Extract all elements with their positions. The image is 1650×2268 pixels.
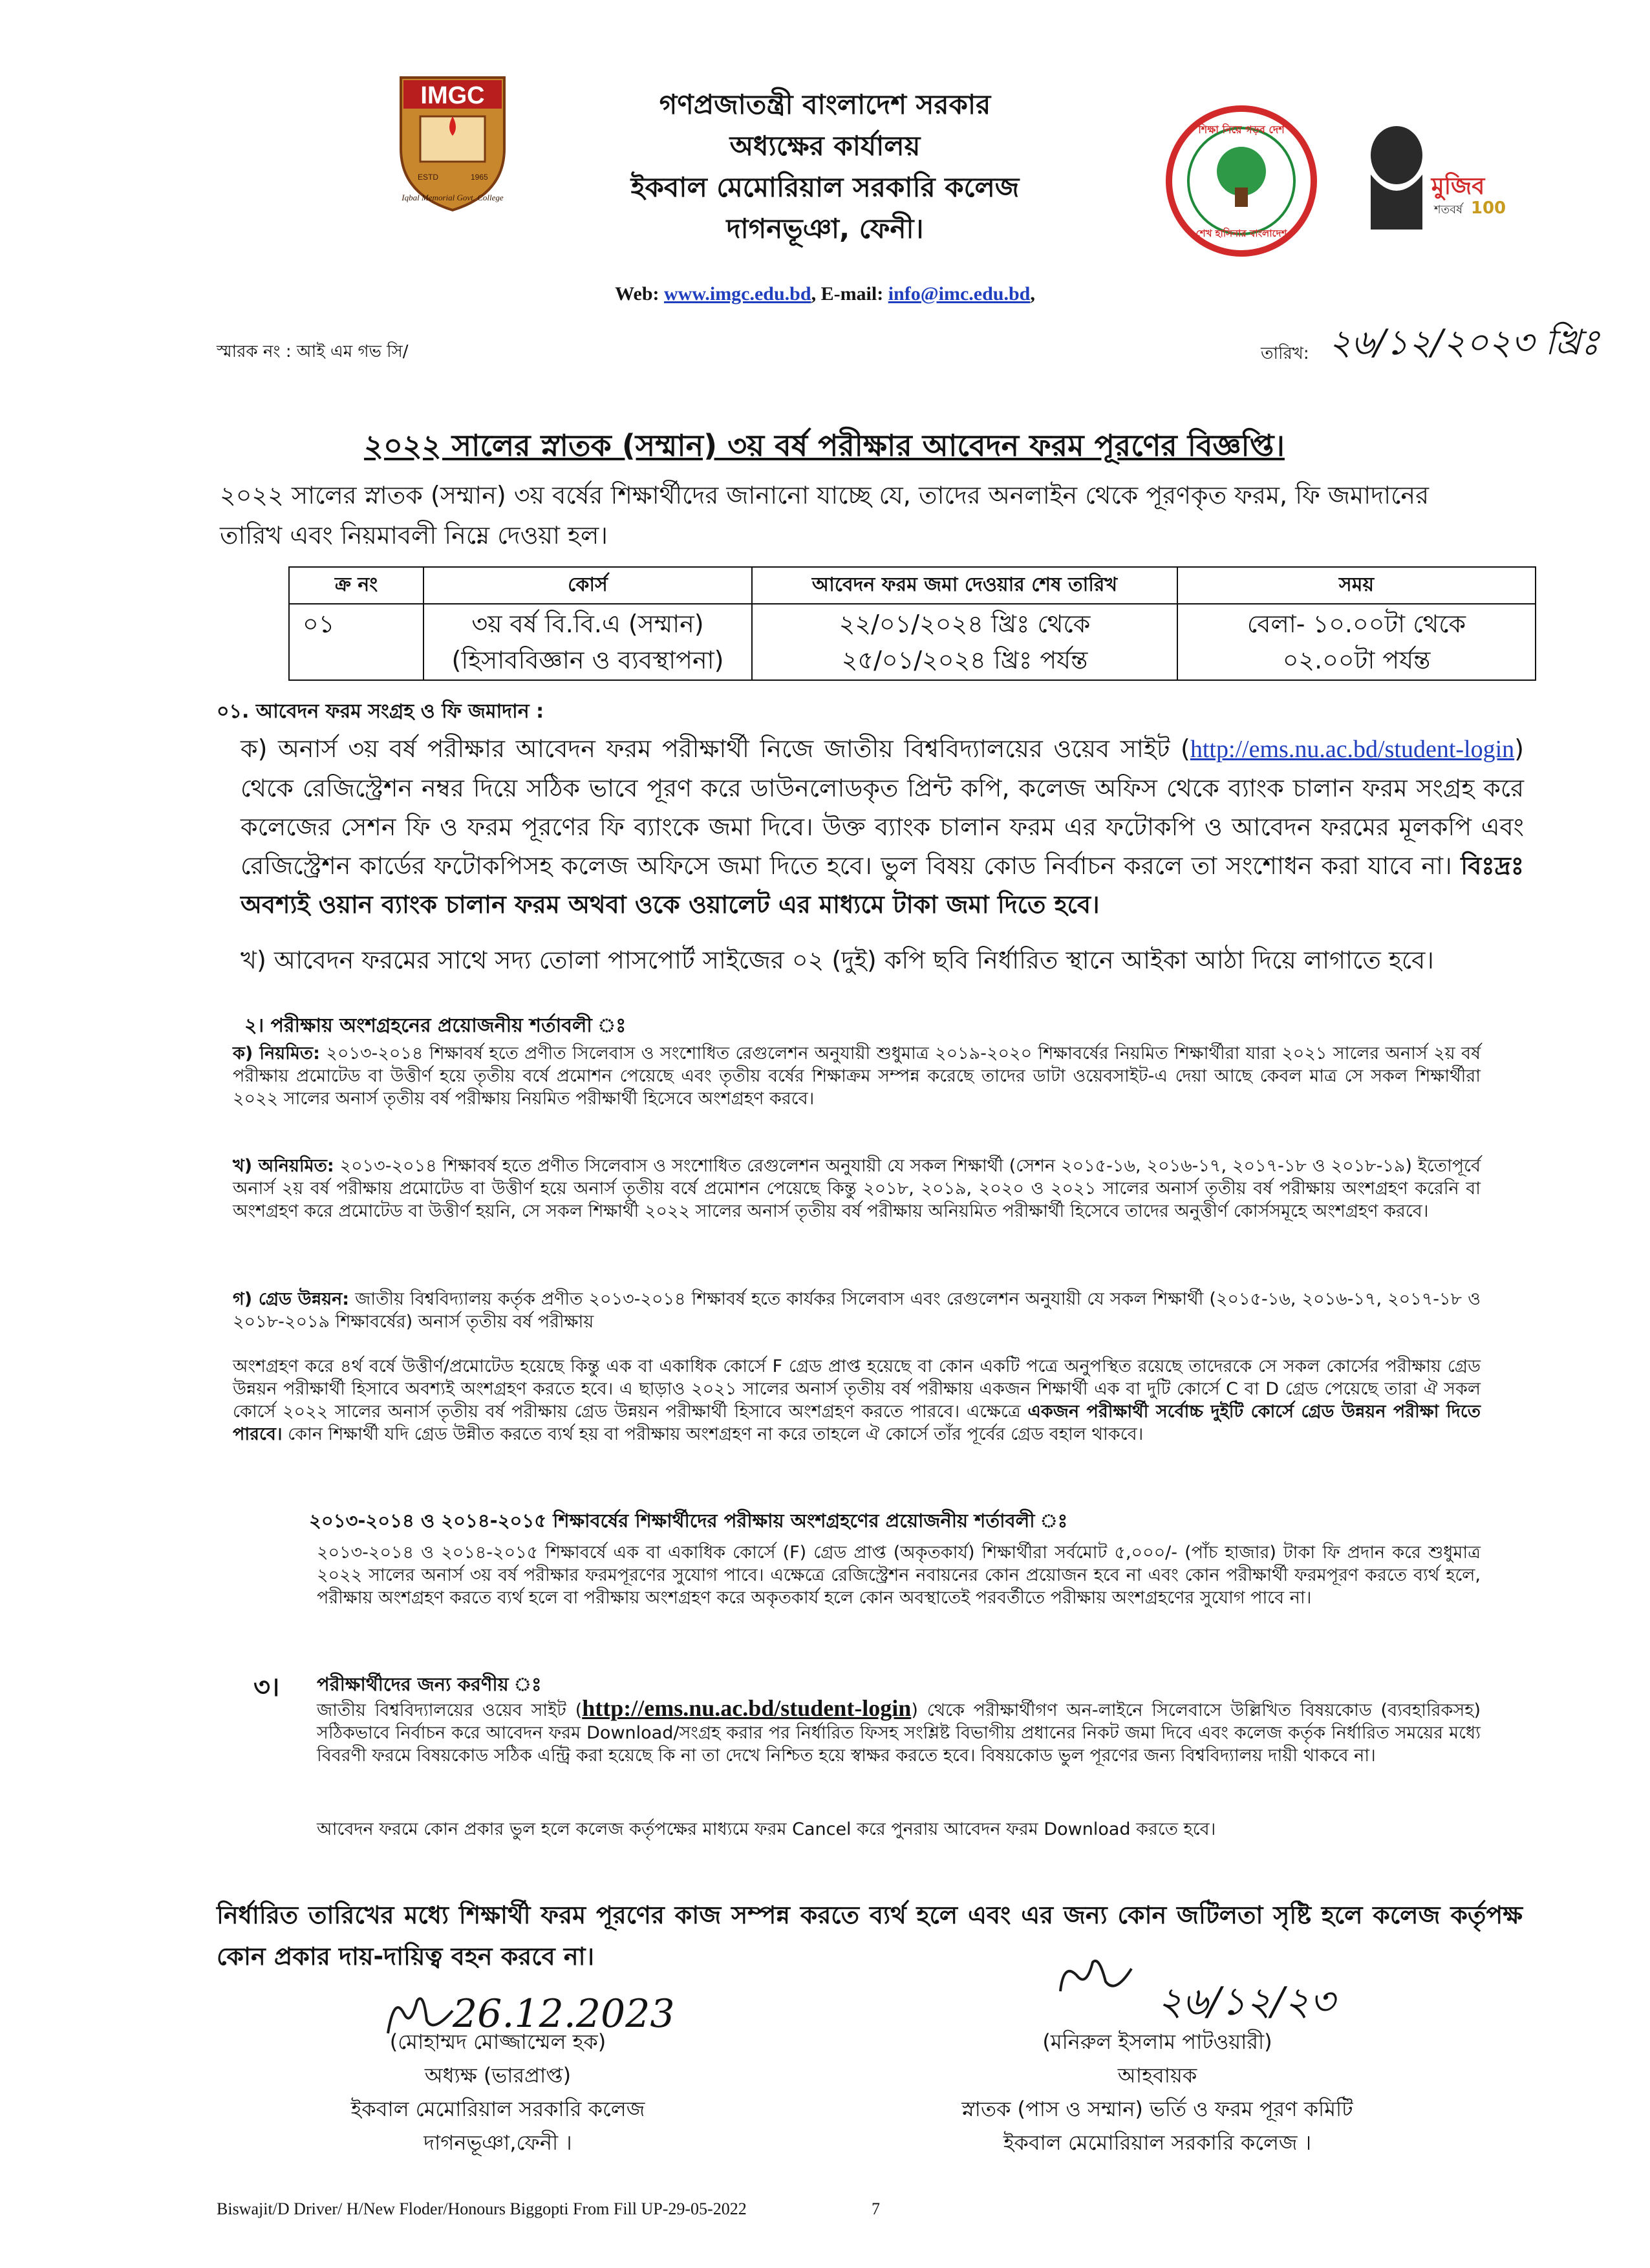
regular-label: ক) নিয়মিত: [233,1043,320,1064]
section2-irregular [233,1155,1481,1223]
right-signatory-org: ইকবাল মেমোরিয়াল সরকারি কলেজ । [1003,2130,1312,2155]
row-deadline-line2: ২৫/০১/২০২৪ খ্রিঃ পর্যন্ত [841,646,1088,674]
section3-nu-link[interactable]: http://ems.nu.ac.bd/student-login [582,1695,912,1721]
seal-bottom-text: শেখ হাসিনার বাংলাদেশ [1195,228,1287,239]
section2-regular [233,1042,1481,1110]
email-link[interactable]: info@imc.edu.bd [888,283,1031,305]
section3-text [317,1697,1481,1767]
row-time-line1: বেলা- ১০.০০টা থেকে [1247,610,1466,638]
section1-item-b: খ) আবেদন ফরমের সাথে সদ্য তোলা পাসপোর্ট সাইজের ০২ (দুই) কপি ছবি নির্ধারিত স্থানে আইকা আঠা দিয়ে লাগাতে হবে। [241,946,1434,974]
section1-item-a [241,729,1524,924]
table-header-row [289,567,1536,604]
improve-label: গ) গ্রেড উন্নয়ন: [233,1289,350,1309]
section1-heading: ০১. আবেদন ফরম সংগ্রহ ও ফি জমাদান : [217,700,544,723]
left-signatory [304,2025,692,2159]
header-deadline: আবেদন ফরম জমা দেওয়ার শেষ তারিখ [752,567,1177,604]
mujib-sub-text: শতবর্ষ [1433,203,1463,217]
header-government: গণপ্রজাতন্ত্রী বাংলাদেশ সরকার [659,89,991,120]
mujib-100-text: 100 [1470,198,1506,218]
seal-top-text: শিক্ষা নিয়ে গড়ব দেশ [1198,123,1285,136]
header-time: সময় [1177,567,1536,604]
email-suffix: , [1030,283,1035,305]
right-signature-date: ২৬/১২/২৩ [1157,1979,1335,2024]
section2-grade-improvement [233,1288,1481,1333]
section3-text2: আবেদন ফরমে কোন প্রকার ভুল হলে কলেজ কর্তৃপক্ষের মাধ্যমে ফরম Cancel করে পুনরায় আবেদন ফরম Download করতে হবে। [317,1819,1216,1839]
footer-page-number: 7 [872,2199,880,2218]
mujib-text: মুজিব [1431,173,1485,200]
regular-text: ২০১৩-২০১৪ শিক্ষাবর্ষ হতে প্রণীত সিলেবাস ও সংশোধিত রেগুলেশন অনুযায়ী শুধুমাত্র ২০১৯-২০২০ শিক্ষাবর্ষের নিয়মিত শিক্ষার্থীরা যারা ২০২১ সালের অনার্স ২য় বর্ষ পরীক্ষায় প্রমোটেড বা উত্তীর্ণ হয়ে তৃতীয় বর্ষে প্রমোশন পেয়েছে এবং তৃতীয় বর্ষের শিক্ষাক্রম সম্পন্ন করেছে তাদের ডাটা ওয়েবসাইট-এ দেয়া আছে কেবল মাত্র সে সকল শিক্ষার্থীরা ২০২২ সালের অনার্স তৃতীয় বর্ষ পরীক্ষায় নিয়মিত পরীক্ষার্থী হিসেবে অংশগ্রহণ করবে। [233,1043,1481,1109]
left-signature-date: 26.12.2023 [453,1991,675,2037]
web-label: Web: [615,283,659,305]
web-email-line [502,283,1148,305]
row-time-line2: ০২.০০টা পর্যন্ত [1282,646,1431,674]
schedule-table [288,566,1536,681]
row-deadline-line1: ২২/০১/২০২৪ খ্রিঃ থেকে [839,610,1091,638]
row-serial: ০১ [289,604,423,680]
improve-text3: কোন শিক্ষার্থী যদি গ্রেড উন্নীত করতে ব্যর্থ হয় বা পরীক্ষায় অংশগ্রহণ না করে তাহলে ঐ কোর্সে তাঁর পূর্বের গ্রেড বহাল থাকবে। [288,1424,1144,1444]
left-signatory-org: ইকবাল মেমোরিয়াল সরকারি কলেজ [350,2097,645,2121]
closing-statement: নির্ধারিত তারিখের মধ্যে শিক্ষার্থী ফরম পূরণের কাজ সম্পন্ন করতে ব্যর্থ হলে এবং এর জন্য কোন জটিলতা সৃষ্টি হলে কলেজ কর্তৃপক্ষ কোন প্রকার দায়-দায়িত্ব বহন করবে না। [217,1901,1523,1971]
header-serial: ক্র নং [289,567,423,604]
table-row [289,604,1536,680]
right-signature-scribble [1054,1952,1138,2004]
mujib-centenary-logo [1351,116,1506,233]
irregular-text: ২০১৩-২০১৪ শিক্ষাবর্ষ হতে প্রণীত সিলেবাস ও সংশোধিত রেগুলেশন অনুযায়ী যে সকল শিক্ষার্থী (সেশন ২০১৫-১৬, ২০১৬-১৭, ২০১৭-১৮ ও ২০১৮-১৯) ইতোপূর্বে অনার্স ২য় বর্ষ পরীক্ষায় প্রমোটেড বা উত্তীর্ণ হয়ে অনার্স তৃতীয় বর্ষে প্রমোশন পেয়েছে কিন্তু ২০১৮, ২০১৯, ২০২০ ও ২০২১ সালের অনার্স তৃতীয় বর্ষ পরীক্ষায় অংশগ্রহণ করেনি বা অংশগ্রহণ করে প্রমোটেড বা উত্তীর্ণ হয়নি, সে সকল শিক্ষার্থী ২০২২ সালের অনার্স তৃতীয় বর্ষ পরীক্ষায় অনিয়মিত পরীক্ষার্থী হিসেবে তাদের অনুত্তীর্ণ কোর্সসমূহে অংশগ্রহণ করবে। [233,1156,1481,1221]
left-signatory-place: দাগনভূঞা,ফেনী । [423,2130,572,2155]
notice-title: ২০২২ সালের স্নাতক (সম্মান) ৩য় বর্ষ পরীক্ষার আবেদন ফরম পূরণের বিজ্ঞপ্তি। [364,428,1285,463]
improve-text1: জাতীয় বিশ্ববিদ্যালয় কর্তৃক প্রণীত ২০১৩-২০১৪ শিক্ষাবর্ষ হতে কার্যকর সিলেবাস এবং রেগুলেশন অনুযায়ী যে সকল শিক্ষার্থী (২০১৫-১৬, ২০১৬-১৭, ২০১৭-১৮ ও ২০১৮-২০১৯ শিক্ষাবর্ষের) অনার্স তৃতীয় বর্ষ পরীক্ষায় [233,1289,1481,1332]
section2-grade-improvement-cont [233,1355,1481,1446]
nu-student-login-link[interactable]: http://ems.nu.ac.bd/student-login [1190,736,1515,763]
section3-text-prefix: জাতীয় বিশ্ববিদ্যালয়ের ওয়েব সাইট ( [317,1700,583,1720]
header-location: দাগনভূঞা, ফেনী। [726,213,924,244]
section3-number: ৩। [253,1673,280,1702]
memo-number: স্মারক নং : আই এম গভ সি/ [217,342,409,361]
section2-sub-text: ২০১৩-২০১৪ ও ২০১৪-২০১৫ শিক্ষাবর্ষে এক বা একাধিক কোর্সে (F) গ্রেড প্রাপ্ত (অকৃতকার্য) শিক্ষার্থীরা সর্বমোট ৫,০০০/- (পাঁচ হাজার) টাকা ফি প্রদান করে শুধুমাত্র ২০২২ সালের অনার্স ৩য় বর্ষ পরীক্ষার ফরমপূরণের সুযোগ পাবে। এক্ষেত্রে রেজিস্ট্রেশন নবায়নের কোন প্রয়োজন হবে না এবং কোন পরীক্ষার্থী ফরমপূরণ করতে ব্যর্থ হলে, পরীক্ষায় অংশগ্রহণ করতে ব্যর্থ হলে বা পরীক্ষায় অংশগ্রহণ করে অকৃতকার্য হলে কোন অবস্থাতেই পরবর্তীতে পরীক্ষায় অংশগ্রহণের সুযোগ পাবে না। [317,1543,1481,1608]
improve-text2: অংশগ্রহণ করে ৪র্থ বর্ষে উত্তীর্ণ/প্রমোটেড হয়েছে কিন্তু এক বা একাধিক কোর্সে F গ্রেড প্রাপ্ত হয়েছে বা কোন একটি পত্রে অনুপস্থিত রয়েছে তাদেরকে সে সকল কোর্সের পরীক্ষায় গ্রেড উন্নয়ন পরীক্ষার্থী হিসাবে অবশ্যই অংশগ্রহণ করতে হবে। এ ছাড়াও ২০২১ সালের অনার্স তৃতীয় বর্ষ পরীক্ষায় একজন শিক্ষার্থী এক বা দুটি কোর্সে C বা D গ্রেড পেয়েছে তারা ঐ সকল কোর্সে ২০২২ সালের অনার্স তৃতীয় বর্ষ পরীক্ষায় গ্রেড উন্নয়ন পরীক্ষার্থী হিসাবে অংশগ্রহণ করতে পারবে। এক্ষেত্রে [233,1356,1481,1422]
college-logo-estd: ESTD [418,173,439,182]
college-logo-name: Iqbal Memorial Govt. College [402,193,504,202]
row-time [1177,604,1536,680]
row-deadline [752,604,1177,680]
improve-bold: একজন পরীক্ষার্থী সর্বোচ্চ দুইটি কোর্সে গ্রেড উন্নয়ন পরীক্ষা দিতে পারবে। [233,1402,1481,1444]
section2-sub-heading: ২০১৩-২০১৪ ও ২০১৪-২০১৫ শিক্ষাবর্ষের শিক্ষার্থীদের পরীক্ষায় অংশগ্রহণের প্রয়োজনীয় শর্তাবলী ঃ [309,1510,1068,1532]
section3-text-rest: ) থেকে পরীক্ষার্থীগণ অন-লাইনে সিলেবাসে উল্লিখিত বিষয়কোড (ব্যবহারিকসহ) সঠিকভাবে নির্বাচন করে আবেদন ফরম Download/সংগ্রহ করার পর নির্ধারিত ফিসহ সংশ্লিষ্ট বিভাগীয় প্রধানের নিকট জমা দিবে এবং কলেজ কর্তৃক নির্ধারিত সময়ের মধ্যে বিবরণী ফরমে বিষয়কোড সঠিক এন্ট্রি করা হয়েছে কি না তা দেখে নিশ্চিত হয়ে স্বাক্ষর করতে হবে। বিষয়কোড ভুল পূরণের জন্য বিশ্ববিদ্যালয় দায়ী থাকবে না। [317,1700,1481,1766]
right-signatory-title: আহবায়ক [1117,2063,1197,2088]
college-logo-year: 1965 [471,173,488,182]
section2-heading: ২। পরীক্ষায় অংশগ্রহনের প্রয়োজনীয় শর্তাবলী ঃ [244,1014,627,1037]
left-signatory-title: অধ্যক্ষ (ভারপ্রাপ্ত) [424,2063,572,2088]
website-link[interactable]: www.imgc.edu.bd [664,283,811,305]
irregular-label: খ) অনিয়মিত: [233,1156,334,1176]
left-signatory-name: (মোহাম্মদ মোজ্জাম্মেল হক) [389,2029,606,2054]
education-seal-logo [1164,103,1319,259]
header-college: ইকবাল মেমোরিয়াল সরকারি কলেজ [630,171,1020,203]
handwritten-date: ২৬/১২/২০২৩ খ্রিঃ [1329,322,1600,363]
row-course-line1: ৩য় বর্ষ বি.বি.এ (সম্মান) [471,610,704,638]
college-logo [394,71,511,213]
header [502,84,1148,250]
notice-intro: ২০২২ সালের স্নাতক (সম্মান) ৩য় বর্ষের শিক্ষার্থীদের জানানো যাচ্ছে যে, তাদের অনলাইন থেকে পূরণকৃত ফরম, ফি জমাদানের তারিখ এবং নিয়মাবলী নিম্নে দেওয়া হল। [220,481,1429,550]
date-label: তারিখ: [1261,344,1309,363]
row-course [423,604,752,680]
right-signatory-committee: স্নাতক (পাস ও সম্মান) ভর্তি ও ফরম পূরণ কমিটি [961,2097,1353,2121]
header-office: অধ্যক্ষের কার্যালয় [729,130,921,162]
right-signatory [866,2025,1448,2159]
row-course-line2: (হিসাববিজ্ঞান ও ব্যবস্থাপনা) [451,646,724,674]
college-logo-abbr: IMGC [420,82,485,109]
footer-file-path: Biswajit/D Driver/ H/New Floder/Honours Biggopti From Fill UP-29-05-2022 [217,2199,747,2218]
section3-heading: পরীক্ষার্থীদের জন্য করণীয় ঃ [317,1673,542,1695]
header-course: কোর্স [423,567,752,604]
email-label: , E-mail: [811,283,884,305]
section1-item-a-rest: ) থেকে রেজিস্ট্রেশন নম্বর দিয়ে সঠিক ভাবে পূরণ করে ডাউনলোডকৃত প্রিন্ট কপি, কলেজ অফিস থেকে ব্যাংক চালান ফরম সংগ্রহ করে কলেজের সেশন ফি ও ফরম পূরণের ফি ব্যাংকে জমা দিবে। উক্ত ব্যাংক চালান ফরম এর ফটোকপি ও আবেদন ফরমের মূলকপি এবং রেজিস্ট্রেশন কার্ডের ফটোকপিসহ কলেজ অফিসে জমা দিতে হবে। ভুল বিষয় কোড নির্বাচন করলে তা সংশোধন করা যাবে না। [241,734,1524,880]
section1-item-a-note: বিঃদ্রঃ অবশ্যই ওয়ান ব্যাংক চালান ফরম অথবা ওকে ওয়ালেট এর মাধ্যমে টাকা জমা দিতে হবে। [241,851,1524,919]
section1-item-a-prefix: ক) অনার্স ৩য় বর্ষ পরীক্ষার আবেদন ফরম পরীক্ষার্থী নিজে জাতীয় বিশ্ববিদ্যালয়ের ওয়েব সাইট ( [241,734,1190,763]
right-signatory-name: (মনিরুল ইসলাম পাটওয়ারী) [1042,2029,1272,2054]
